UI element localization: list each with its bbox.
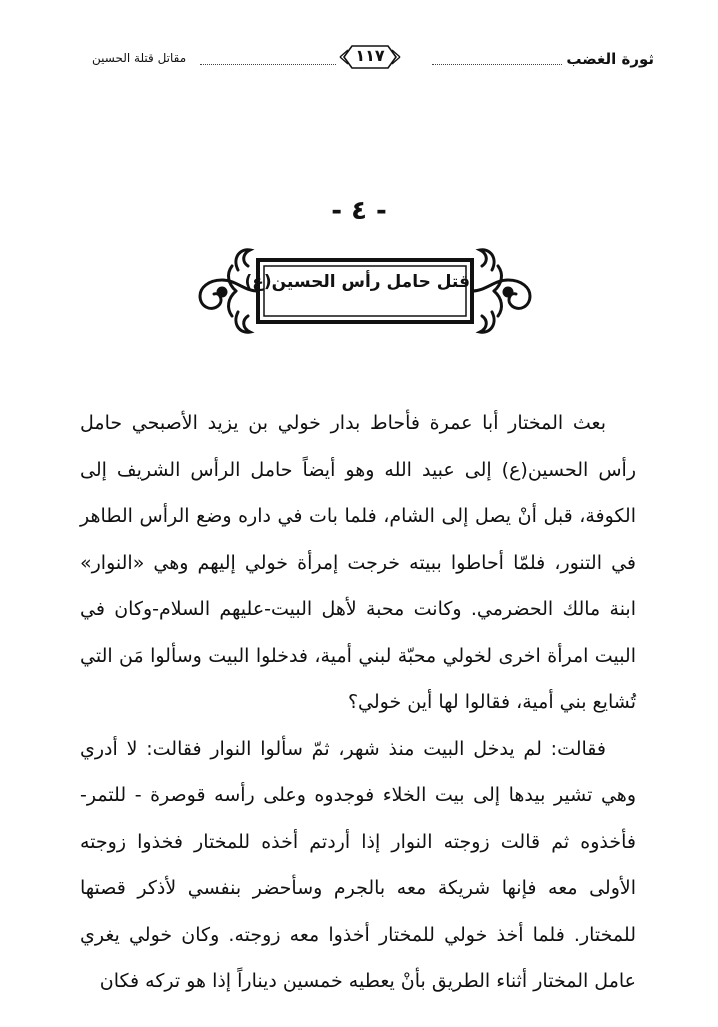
chapter-number: - ٤ -	[331, 196, 387, 226]
running-chapter-name: مقاتل قتلة الحسين	[92, 51, 187, 65]
running-header	[92, 40, 654, 80]
header-dotted-leader-left	[200, 64, 336, 65]
page-number-frame	[338, 42, 402, 72]
chapter-title-frame	[192, 240, 538, 340]
header-dotted-leader-right	[432, 64, 562, 65]
paragraph: فقالت: لم يدخل البيت منذ شهر، ثمّ سألوا النوار فقالت: لا أدري وهي تشير بيدها إلى بيت الخلاء فوجدوه وعلى رأسه قوصرة - للتمر- فأخذوه ثم قالت زوجته النوار إذا أردتم أخذه للمختار فخذوا زوجته الأولى معه فإنها شريكة معه بالجرم وسأحضر بنفسي لأذكر قصتها للمختار. فلما أخذ خولي للمختار أخذوا معه زوجته. وكان خولي يغري عامل المختار أثناء الطريق بأنْ يعطيه خمسين ديناراً إذا هو تركه فكان	[80, 737, 636, 992]
page-number: ١١٧	[355, 46, 385, 65]
chapter-title: قتل حامل رأس الحسين(ع)	[244, 272, 470, 292]
paragraph: بعث المختار أبا عمرة فأحاط بدار خولي بن يزيد الأصبحي حامل رأس الحسين(ع) إلى عبيد الله وهو أيضاً حامل الرأس الشريف إلى الكوفة، قبل أنْ يصل إلى الشام، فلما بات في داره وضع الرأس الطاهر في التنور، فلمّا أحاطوا ببيته خرجت إمرأة خولي إليهم وهي «النوار» ابنة مالك الحضرمي. وكانت محبة لأهل البيت-عليهم السلام-وكان في البيت امرأة اخرى لخولي محبّة لبني أمية، فدخلوا البيت وسألوا مَن التي تُشايع بني أمية، فقالوا لها أين خولي؟	[80, 412, 636, 713]
body-text	[80, 400, 636, 1005]
book-title: ثورة الغضب	[566, 50, 654, 68]
